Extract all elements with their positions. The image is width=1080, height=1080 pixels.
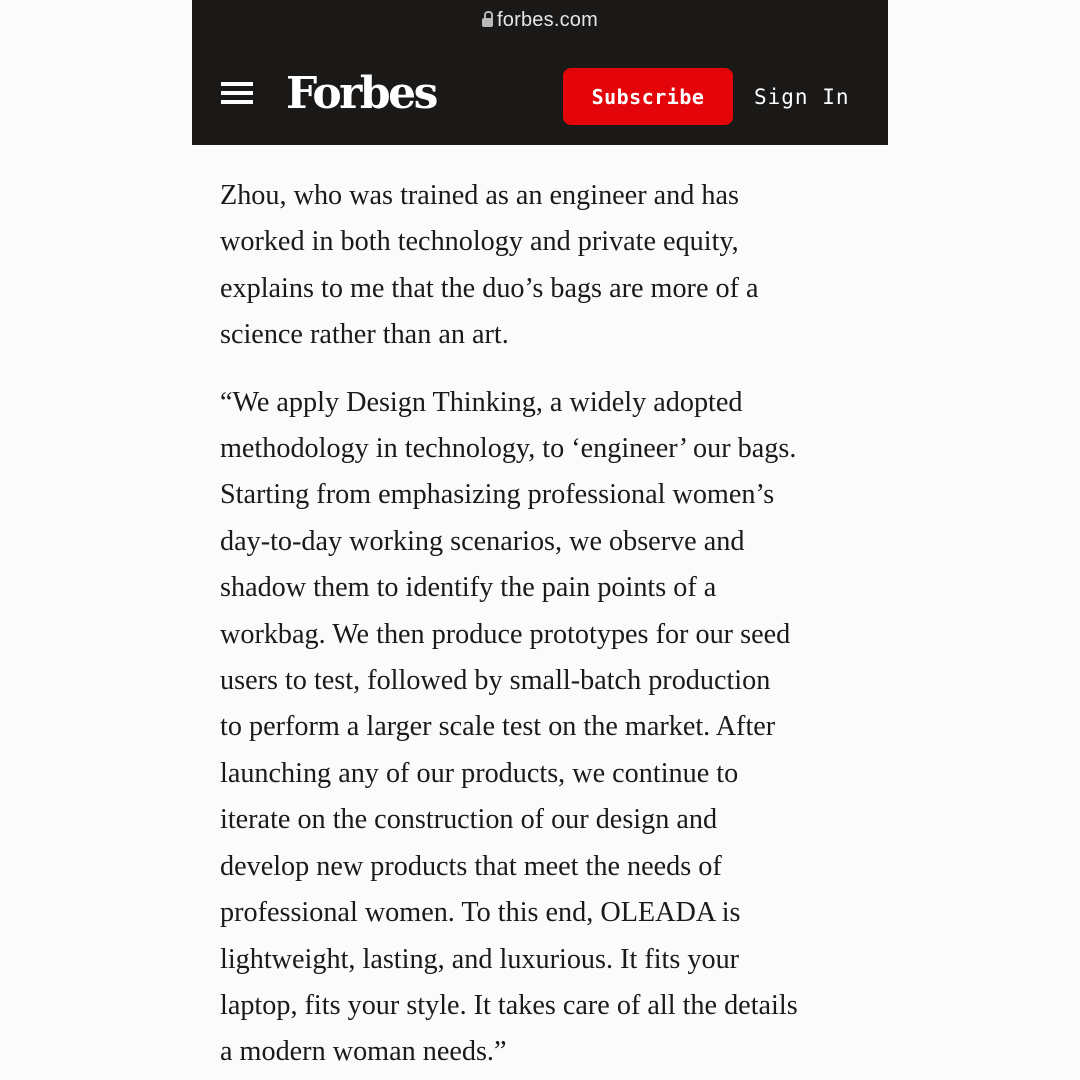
paragraph-line: Zhou, who was trained as an engineer and has [220,180,739,211]
paragraph-line: methodology in technology, to ‘engineer’ our bags. [220,433,797,465]
site-header [192,40,888,145]
paragraph-line: lightweight, lasting, and luxurious. It fits your [220,943,740,975]
lock-icon [482,18,493,27]
hamburger-menu-icon[interactable] [221,82,253,104]
article-body [192,145,888,1076]
paragraph-line: users to test, followed by small-batch production [220,665,771,697]
sign-in-link[interactable]: Sign In [754,85,850,109]
paragraph-line: develop new products that meet the needs of [220,850,722,882]
paragraph-line: “We apply Design Thinking, a widely adopted [220,386,743,418]
paragraph-line: worked in both technology and private equity, [220,226,739,258]
paragraph-line: day-to-day working scenarios, we observe and [220,525,745,557]
paragraph-line: launching any of our products, we continue to [220,757,739,789]
address-bar[interactable] [192,0,888,40]
paragraph-line: to perform a larger scale test on the market. After [220,711,776,743]
subscribe-button[interactable]: Subscribe [563,68,733,125]
paragraph-line: workbag. We then produce prototypes for our seed [220,618,791,650]
paragraph-line: a modern woman needs.” [220,1036,507,1068]
paragraph-line: iterate on the construction of our design and [220,804,718,836]
paragraph-line: Starting from emphasizing professional women’s [220,479,775,511]
paragraph-line: shadow them to identify the pain points of a [220,572,717,604]
article-paragraph [220,173,868,359]
paragraph-line: science rather than an art. [220,319,509,351]
article-paragraph [220,380,868,1076]
mobile-browser-view [192,0,888,1080]
paragraph-line: laptop, fits your style. It takes care of all the details [220,989,798,1021]
paragraph-line: professional women. To this end, OLEADA is [220,897,741,929]
forbes-logo[interactable]: Forbes [286,68,436,119]
url-text: forbes.com [497,8,598,31]
paragraph-line: explains to me that the duo’s bags are more of a [220,272,759,304]
